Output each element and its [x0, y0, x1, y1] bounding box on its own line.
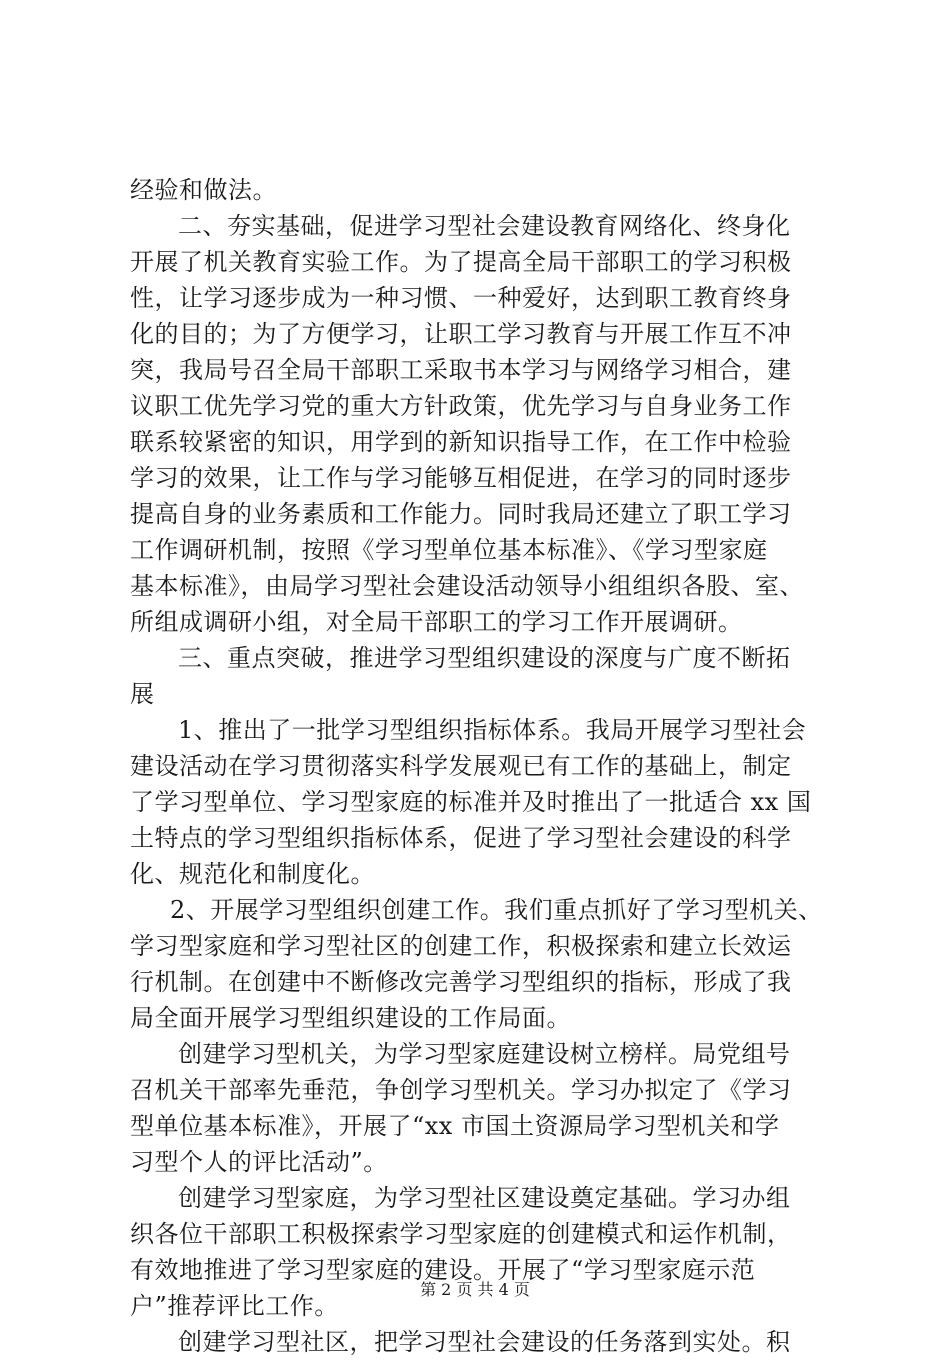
text-line: 习型个人的评比活动”。 — [130, 1148, 388, 1176]
text-line: 有效地推进了学习型家庭的建设。开展了“学习型家庭示范 — [130, 1256, 756, 1284]
text-line: 议职工优先学习党的重大方针政策，优先学习与自身业务工作 — [130, 392, 792, 420]
text-line: 三、重点突破，推进学习型组织建设的深度与广度不断拓 — [178, 644, 791, 672]
text-line: 了学习型单位、学习型家庭的标准并及时推出了一批适合 xx 国 — [130, 788, 812, 816]
text-line: 二、夯实基础，促进学习型社会建设教育网络化、终身化 — [178, 212, 791, 240]
text-line: 性，让学习逐步成为一种习惯、一种爱好，达到职工教育终身 — [130, 284, 792, 312]
text-line: 开展了机关教育实验工作。为了提高全局干部职工的学习积极 — [130, 248, 792, 276]
text-line: 学习的效果，让工作与学习能够互相促进，在学习的同时逐步 — [130, 464, 792, 492]
text-line: 化、规范化和制度化。 — [130, 860, 375, 888]
text-line: 型单位基本标准》，开展了“xx 市国土资源局学习型机关和学 — [130, 1112, 780, 1140]
text-line: 创建学习型家庭，为学习型社区建设奠定基础。学习办组 — [178, 1184, 791, 1212]
text-line: 户”推荐评比工作。 — [130, 1292, 339, 1320]
text-line: 土特点的学习型组织指标体系，促进了学习型社会建设的科学 — [130, 824, 792, 852]
text-line: 经验和做法。 — [130, 176, 277, 204]
text-line: 化的目的；为了方便学习，让职工学习教育与开展工作互不冲 — [130, 320, 792, 348]
text-line: 织各位干部职工积极探索学习型家庭的创建模式和运作机制， — [130, 1220, 792, 1248]
text-line: 学习型家庭和学习型社区的创建工作，积极探索和建立长效运 — [130, 932, 792, 960]
text-line: 1、推出了一批学习型组织指标体系。我局开展学习型社会 — [178, 716, 807, 744]
page-footer: 第 2 页 共 4 页 — [420, 1280, 530, 1299]
text-line: 联系较紧密的知识，用学到的新知识指导工作，在工作中检验 — [130, 428, 792, 456]
text-line: 展 — [130, 680, 155, 708]
document-body — [130, 172, 830, 1360]
text-line: 提高自身的业务素质和工作能力。同时我局还建立了职工学习 — [130, 500, 792, 528]
text-line: 创建学习型机关，为学习型家庭建设树立榜样。局党组号 — [178, 1040, 791, 1068]
text-line: 工作调研机制，按照《学习型单位基本标准》、《学习型家庭 — [130, 536, 768, 564]
text-line: 创建学习型社区，把学习型社会建设的任务落到实处。积 — [178, 1328, 791, 1356]
text-line: 基本标准》，由局学习型社会建设活动领导小组组织各股、室、 — [130, 572, 804, 600]
text-line: 行机制。在创建中不断修改完善学习型组织的指标，形成了我 — [130, 968, 792, 996]
text-line: 2、开展学习型组织创建工作。我们重点抓好了学习型机关、 — [170, 896, 823, 924]
text-line: 建设活动在学习贯彻落实科学发展观已有工作的基础上，制定 — [130, 752, 792, 780]
text-line: 局全面开展学习型组织建设的工作局面。 — [130, 1004, 571, 1032]
text-line: 所组成调研小组，对全局干部职工的学习工作开展调研。 — [130, 608, 743, 636]
text-line: 召机关干部率先垂范，争创学习型机关。学习办拟定了《学习 — [130, 1076, 792, 1104]
text-line: 突，我局号召全局干部职工采取书本学习与网络学习相合，建 — [130, 356, 792, 384]
